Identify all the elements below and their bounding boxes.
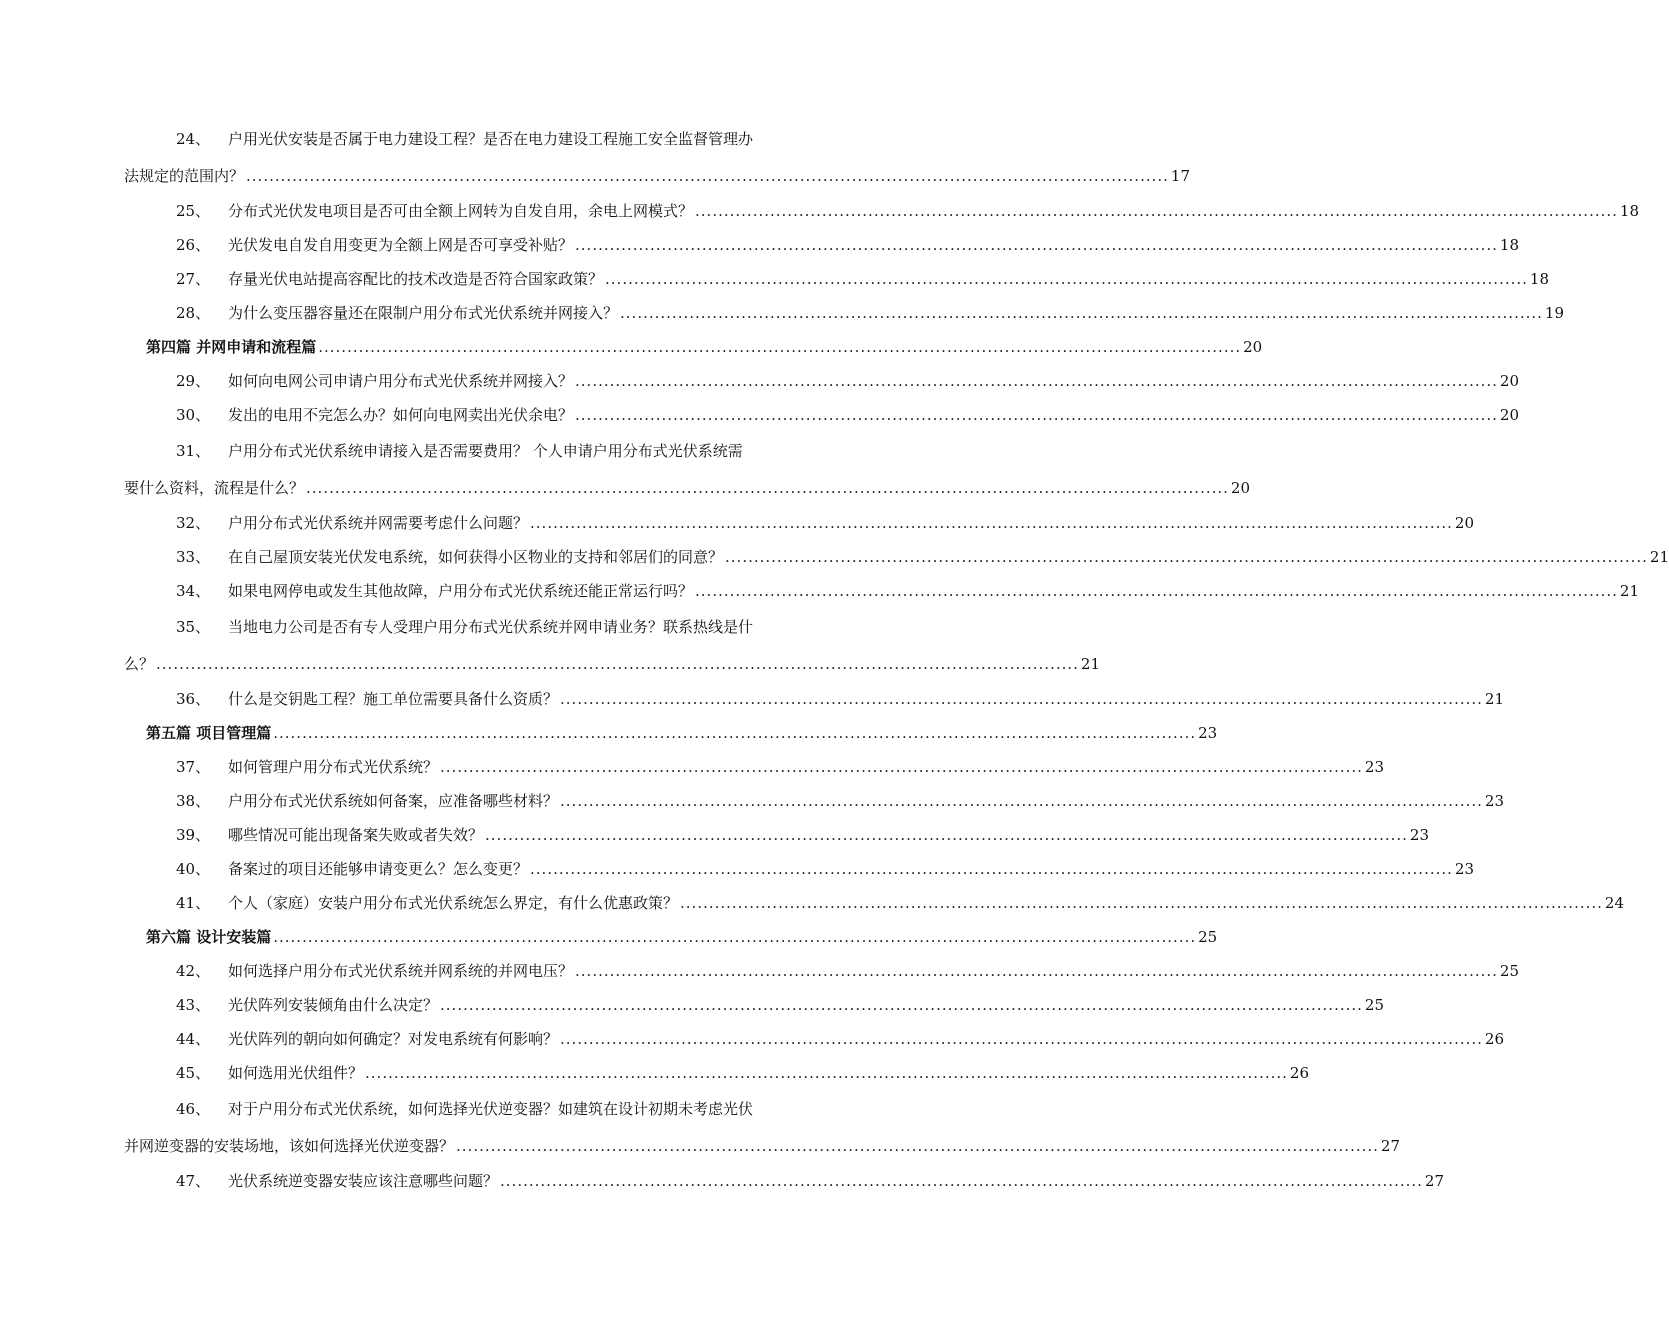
entry-number: 26、 (176, 236, 211, 254)
entry-title: 如何向电网公司申请户用分布式光伏系统并网接入？ (228, 372, 574, 390)
page-number: 26 (1484, 1030, 1504, 1048)
dot-leader: ................................................................................................................................................................ (156, 655, 1079, 673)
dot-leader: ................................................................................................................................................................ (273, 928, 1197, 946)
toc-entry[interactable] (146, 852, 1474, 886)
toc-entry[interactable] (146, 228, 1519, 262)
page-number: 20 (1454, 514, 1474, 532)
dot-leader: ................................................................................................................................................................ (575, 406, 1498, 424)
entry-number: 41、 (176, 894, 211, 912)
dot-leader: ................................................................................................................................................................ (560, 1030, 1483, 1048)
section-title: 第四篇 并网申请和流程篇 (146, 338, 317, 356)
toc-entry[interactable] (146, 194, 1639, 228)
entry-number: 34、 (176, 582, 211, 600)
entry-title: 户用分布式光伏系统申请接入是否需要费用？ 个人申请户用分布式光伏系统需 (228, 442, 743, 460)
page-number: 21 (1080, 655, 1100, 673)
toc-entry[interactable] (146, 262, 1549, 296)
entry-number: 36、 (176, 690, 211, 708)
toc-section-heading[interactable] (146, 330, 1263, 364)
dot-leader: ................................................................................................................................................................ (560, 792, 1483, 810)
page-number: 23 (1484, 792, 1504, 810)
dot-leader: ................................................................................................................................................................ (620, 304, 1543, 322)
page-number: 18 (1499, 236, 1519, 254)
entry-number: 43、 (176, 996, 211, 1014)
page-number: 21 (1484, 690, 1504, 708)
dot-leader: ................................................................................................................................................................ (695, 582, 1618, 600)
entry-number: 30、 (176, 406, 211, 424)
toc-entry[interactable] (124, 432, 1250, 506)
entry-title: 分布式光伏发电项目是否可由全额上网转为自发自用，余电上网模式？ (228, 202, 694, 220)
entry-title: 如何选择户用分布式光伏系统并网系统的并网电压？ (228, 962, 574, 980)
entry-number: 44、 (176, 1030, 211, 1048)
dot-leader: ................................................................................................................................................................ (485, 826, 1408, 844)
entry-number: 29、 (176, 372, 211, 390)
entry-number: 32、 (176, 514, 211, 532)
page-number: 24 (1604, 894, 1624, 912)
dot-leader: ................................................................................................................................................................ (440, 996, 1363, 1014)
dot-leader: ................................................................................................................................................................ (530, 514, 1453, 532)
toc-entry[interactable] (146, 506, 1474, 540)
page-number: 27 (1424, 1172, 1444, 1190)
entry-number: 28、 (176, 304, 211, 322)
entry-title-continued: 要什么资料，流程是什么？ (124, 479, 305, 497)
entry-number: 25、 (176, 202, 211, 220)
entry-title: 个人（家庭）安装户用分布式光伏系统怎么界定，有什么优惠政策？ (228, 894, 679, 912)
toc-entry[interactable] (146, 574, 1639, 608)
entry-title-continued: 法规定的范围内？ (124, 167, 245, 185)
toc-entry[interactable] (146, 988, 1384, 1022)
page-number: 20 (1230, 479, 1250, 497)
toc-entry[interactable] (146, 398, 1519, 432)
page-number: 23 (1409, 826, 1429, 844)
page-number: 25 (1499, 962, 1519, 980)
dot-leader: ................................................................................................................................................................ (306, 479, 1229, 497)
toc-entry[interactable] (124, 1090, 1400, 1164)
page-number: 26 (1289, 1064, 1309, 1082)
dot-leader: ................................................................................................................................................................ (680, 894, 1603, 912)
entry-title: 户用光伏安装是否属于电力建设工程？是否在电力建设工程施工安全监督管理办 (228, 130, 754, 148)
toc-section-heading[interactable] (146, 716, 1218, 750)
dot-leader: ................................................................................................................................................................ (575, 236, 1498, 254)
dot-leader: ................................................................................................................................................................ (456, 1137, 1379, 1155)
entry-title: 光伏系统逆变器安装应该注意哪些问题？ (228, 1172, 499, 1190)
toc-entry[interactable] (146, 1164, 1444, 1198)
dot-leader: ................................................................................................................................................................ (725, 548, 1648, 566)
dot-leader: ................................................................................................................................................................ (273, 724, 1197, 742)
page-number: 21 (1649, 548, 1669, 566)
page-number: 20 (1499, 406, 1519, 424)
table-of-contents (124, 120, 1669, 1198)
toc-entry[interactable] (146, 750, 1384, 784)
toc-entry[interactable] (146, 364, 1519, 398)
entry-title: 如果电网停电或发生其他故障，户用分布式光伏系统还能正常运行吗？ (228, 582, 694, 600)
dot-leader: ................................................................................................................................................................ (575, 372, 1498, 390)
dot-leader: ................................................................................................................................................................ (530, 860, 1453, 878)
page-number: 19 (1544, 304, 1564, 322)
entry-number: 38、 (176, 792, 211, 810)
dot-leader: ................................................................................................................................................................ (695, 202, 1618, 220)
toc-entry[interactable] (146, 1056, 1309, 1090)
entry-title: 为什么变压器容量还在限制户用分布式光伏系统并网接入？ (228, 304, 619, 322)
toc-entry[interactable] (146, 540, 1669, 574)
page-number: 25 (1364, 996, 1384, 1014)
dot-leader: ................................................................................................................................................................ (440, 758, 1363, 776)
toc-entry[interactable] (146, 954, 1519, 988)
dot-leader: ................................................................................................................................................................ (500, 1172, 1423, 1190)
toc-entry[interactable] (146, 784, 1504, 818)
toc-section-heading[interactable] (146, 920, 1218, 954)
section-title: 第五篇 项目管理篇 (146, 724, 272, 742)
entry-title: 光伏阵列安装倾角由什么决定？ (228, 996, 439, 1014)
entry-number: 46、 (176, 1100, 211, 1118)
page-number: 18 (1529, 270, 1549, 288)
entry-title: 什么是交钥匙工程？施工单位需要具备什么资质？ (228, 690, 559, 708)
entry-title: 户用分布式光伏系统并网需要考虑什么问题？ (228, 514, 529, 532)
dot-leader: ................................................................................................................................................................ (605, 270, 1528, 288)
entry-title: 发出的电用不完怎么办？如何向电网卖出光伏余电？ (228, 406, 574, 424)
page-number: 20 (1243, 338, 1263, 356)
entry-title: 存量光伏电站提高容配比的技术改造是否符合国家政策？ (228, 270, 604, 288)
page-number: 23 (1454, 860, 1474, 878)
entry-title-continued: 并网逆变器的安装场地，该如何选择光伏逆变器？ (124, 1137, 455, 1155)
toc-entry[interactable] (146, 818, 1429, 852)
page-number: 21 (1619, 582, 1639, 600)
page-number: 27 (1380, 1137, 1400, 1155)
page-number: 25 (1198, 928, 1218, 946)
dot-leader: ................................................................................................................................................................ (246, 167, 1169, 185)
dot-leader: ................................................................................................................................................................ (365, 1064, 1288, 1082)
dot-leader: ................................................................................................................................................................ (560, 690, 1483, 708)
entry-number: 45、 (176, 1064, 211, 1082)
toc-entry[interactable] (146, 682, 1504, 716)
dot-leader: ................................................................................................................................................................ (318, 338, 1242, 356)
entry-number: 35、 (176, 618, 211, 636)
entry-title: 光伏发电自发自用变更为全额上网是否可享受补贴？ (228, 236, 574, 254)
page-number: 23 (1198, 724, 1218, 742)
entry-number: 24、 (176, 130, 211, 148)
toc-entry[interactable] (146, 296, 1564, 330)
entry-number: 47、 (176, 1172, 211, 1190)
entry-number: 42、 (176, 962, 211, 980)
toc-entry[interactable] (146, 1022, 1504, 1056)
entry-number: 39、 (176, 826, 211, 844)
entry-number: 37、 (176, 758, 211, 776)
dot-leader: ................................................................................................................................................................ (575, 962, 1498, 980)
entry-title: 如何选用光伏组件？ (228, 1064, 364, 1082)
entry-title: 当地电力公司是否有专人受理户用分布式光伏系统并网申请业务？联系热线是什 (228, 618, 754, 636)
entry-number: 40、 (176, 860, 211, 878)
section-title: 第六篇 设计安装篇 (146, 928, 272, 946)
entry-title: 备案过的项目还能够申请变更么？怎么变更？ (228, 860, 529, 878)
entry-number: 27、 (176, 270, 211, 288)
toc-entry[interactable] (146, 886, 1624, 920)
entry-title: 如何管理户用分布式光伏系统？ (228, 758, 439, 776)
page-number: 17 (1170, 167, 1190, 185)
toc-entry[interactable] (124, 120, 1190, 194)
entry-number: 31、 (176, 442, 211, 460)
entry-title: 对于户用分布式光伏系统，如何选择光伏逆变器？如建筑在设计初期未考虑光伏 (228, 1100, 754, 1118)
entry-title: 哪些情况可能出现备案失败或者失效？ (228, 826, 484, 844)
page-number: 18 (1619, 202, 1639, 220)
entry-title: 光伏阵列的朝向如何确定？对发电系统有何影响？ (228, 1030, 559, 1048)
page-number: 20 (1499, 372, 1519, 390)
entry-number: 33、 (176, 548, 211, 566)
toc-entry[interactable] (124, 608, 1100, 682)
entry-title: 在自己屋顶安装光伏发电系统，如何获得小区物业的支持和邻居们的同意？ (228, 548, 724, 566)
entry-title: 户用分布式光伏系统如何备案，应准备哪些材料？ (228, 792, 559, 810)
entry-title-continued: 么？ (124, 655, 155, 673)
page-number: 23 (1364, 758, 1384, 776)
